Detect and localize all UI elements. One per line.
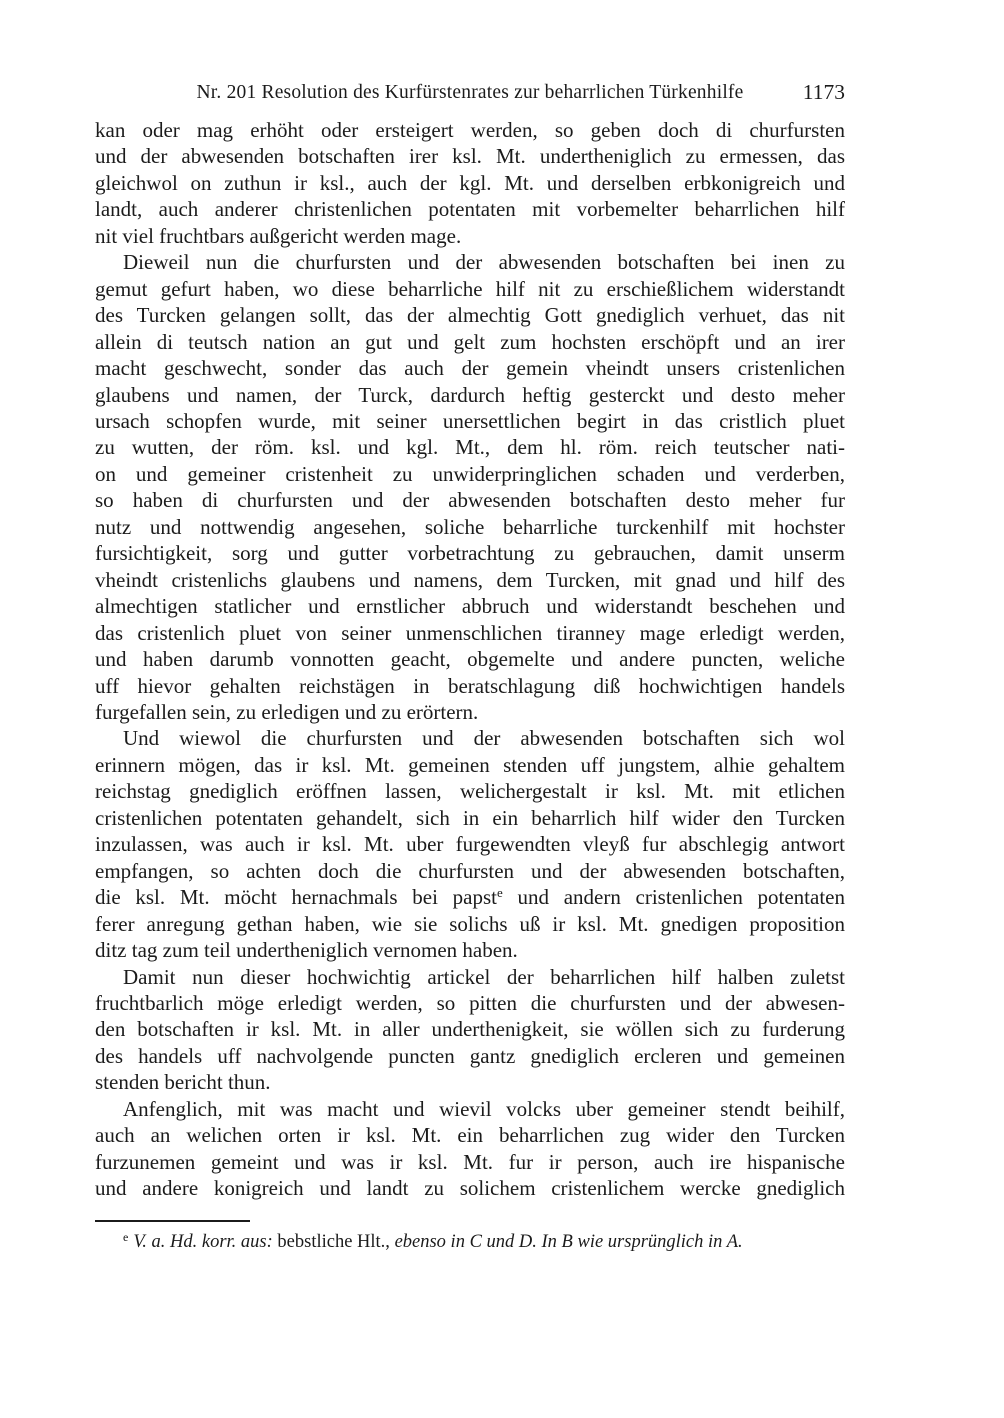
text-line: ferer anregung gethan haben, wie sie solichs uß ir ksl. Mt. gnedigen proposition <box>95 911 845 936</box>
text-line: das cristenlich pluet von seiner unmenschlichen tiranney mage erledigt werden, <box>95 620 845 645</box>
text-line: landt, auch anderer christenlichen potentaten mit vorbemelter beharrlichen hilf <box>95 197 845 222</box>
text-line: auch an welichen orten ir ksl. Mt. ein beharrlichen zug wider den Turcken <box>95 1123 845 1148</box>
text-line: Anfenglich, mit was macht und wievil volcks uber gemeiner stendt beihilf, <box>123 1096 845 1121</box>
body-text <box>95 117 845 1202</box>
text-line: und der abwesenden botschaften irer ksl. Mt. undertheniglich zu ermessen, das <box>95 144 845 169</box>
text-after-note-ref: und andern cristenlichen potentaten <box>502 885 845 910</box>
text-line: allein di teutsch nation an gut und gelt zum hochsten erschöpft und an irer <box>95 329 845 354</box>
text-line: vheindt cristenlichs glaubens und namens, dem Turcken, mit gnad und hilf des <box>95 567 845 592</box>
text-line: empfangen, so achten doch die churfursten und der abwesenden botschaften, <box>95 858 845 883</box>
text-line: und andere konigreich und landt zu solichem cristenlichem wercke gnediglich <box>95 1176 845 1201</box>
text-line: und haben darumb vonnotten geacht, obgemelte und andere puncten, weliche <box>95 647 845 672</box>
text-line: cristenlichen potentaten gehandelt, sich in ein beharrlich hilf wider den Turcken <box>95 805 845 830</box>
text-line: gleichwol on zuthun ir ksl., auch der kgl. Mt. und derselben erbkonigreich und <box>95 170 845 195</box>
text-line: zu wutten, der röm. ksl. und kgl. Mt., dem hl. röm. reich teutscher nati- <box>95 435 845 460</box>
running-head: Nr. 201 Resolution des Kurfürstenrates zur beharrlichen Türkenhilfe <box>196 82 744 103</box>
footnote-segment-source-note: V. a. Hd. korr. aus: <box>133 1232 278 1252</box>
text-line: uff hievor gehalten reichstägen in beratschlagung diß hochwichtigen handels <box>95 673 845 698</box>
page-header <box>95 81 845 105</box>
text-line <box>95 884 845 910</box>
text-line: des handels uff nachvolgende puncten gantz gnediglich ercleren und gemeinen <box>95 1043 845 1068</box>
text-line: fursichtigkeit, sorg und gutter vorbetrachtung zu gebrauchen, damit unserm <box>95 541 845 566</box>
text-line: gemut gefurt haben, wo diese beharrliche hilf nit zu erschießlichem widerstandt <box>95 276 845 301</box>
text-line: ursach schopfen wurde, mit seiner unersettlichen begirt in das cristlich pluet <box>95 408 845 433</box>
text-line: nutz und nottwendig angesehen, soliche beharrliche turckenhilf mit hochster <box>95 514 845 539</box>
footnote-section <box>95 1220 845 1254</box>
text-line: Damit nun dieser hochwichtig artickel der beharrlichen hilf halben zuletst <box>123 964 845 989</box>
text-line: Und wiewol die churfursten und der abwesenden botschaften sich wol <box>123 726 845 751</box>
text-line: so haben di churfursten und der abwesenden botschaften desto meher fur <box>95 488 845 513</box>
text-line: ditz tag zum teil undertheniglich vernomen haben. <box>95 938 518 963</box>
text-line: inzulassen, was auch ir ksl. Mt. uber furgewendten vleyß fur abschlegig antwort <box>95 832 845 857</box>
text-line: reichstag gnediglich eröffnen lassen, welichergestalt ir ksl. Mt. mit etlichen <box>95 779 845 804</box>
footnote-segment-original-reading: bebstliche Hlt., <box>277 1232 395 1252</box>
text-line: erinnern mögen, das ir ksl. Mt. gemeinen stenden uff jungstem, alhie gehaltem <box>95 752 845 777</box>
text-line: nit viel fruchtbars außgericht werden mage. <box>95 223 462 248</box>
text-line: den botschaften ir ksl. Mt. in aller underthenigkeit, sie wöllen sich zu furderung <box>95 1017 845 1042</box>
text-before-note-ref: die ksl. Mt. möcht hernachmals bei papst <box>95 885 497 910</box>
text-line: glaubens und namen, der Turck, dardurch heftig gesterckt und desto meher <box>95 382 845 407</box>
footnote-segment-variants-note: ebenso in C und D. In B wie ursprünglich in A. <box>394 1232 743 1252</box>
text-line: fruchtbarlich möge erledigt werden, so pitten die churfursten und der abwesen- <box>95 990 845 1015</box>
text-line: almechtigen statlicher und ernstlicher abbruch und widerstandt beschehen und <box>95 594 845 619</box>
footnote <box>95 1230 845 1254</box>
text-line: Dieweil nun die churfursten und der abwesenden botschaften bei inen zu <box>123 250 845 275</box>
text-line: macht geschwecht, sonder das auch der gemein vheindt unsers cristenlichen <box>95 356 845 381</box>
footnote-marker: e <box>123 1230 129 1244</box>
text-line: on und gemeiner cristenheit zu unwiderpringlichen schaden und verderben, <box>95 461 845 486</box>
text-line: furzunemen gemeint und was ir ksl. Mt. fur ir person, auch ire hispanische <box>95 1149 845 1174</box>
text-line: des Turcken gelangen sollt, das der almechtig Gott gnediglich verhuet, das nit <box>95 303 845 328</box>
text-line: kan oder mag erhöht oder ersteigert werden, so geben doch di churfursten <box>95 118 845 142</box>
footnote-reference: e <box>497 885 503 901</box>
footnote-rule <box>95 1220 250 1222</box>
text-line: stenden bericht thun. <box>95 1070 271 1095</box>
page-number: 1173 <box>802 80 845 104</box>
text-line: furgefallen sein, zu erledigen und zu erörtern. <box>95 699 479 724</box>
